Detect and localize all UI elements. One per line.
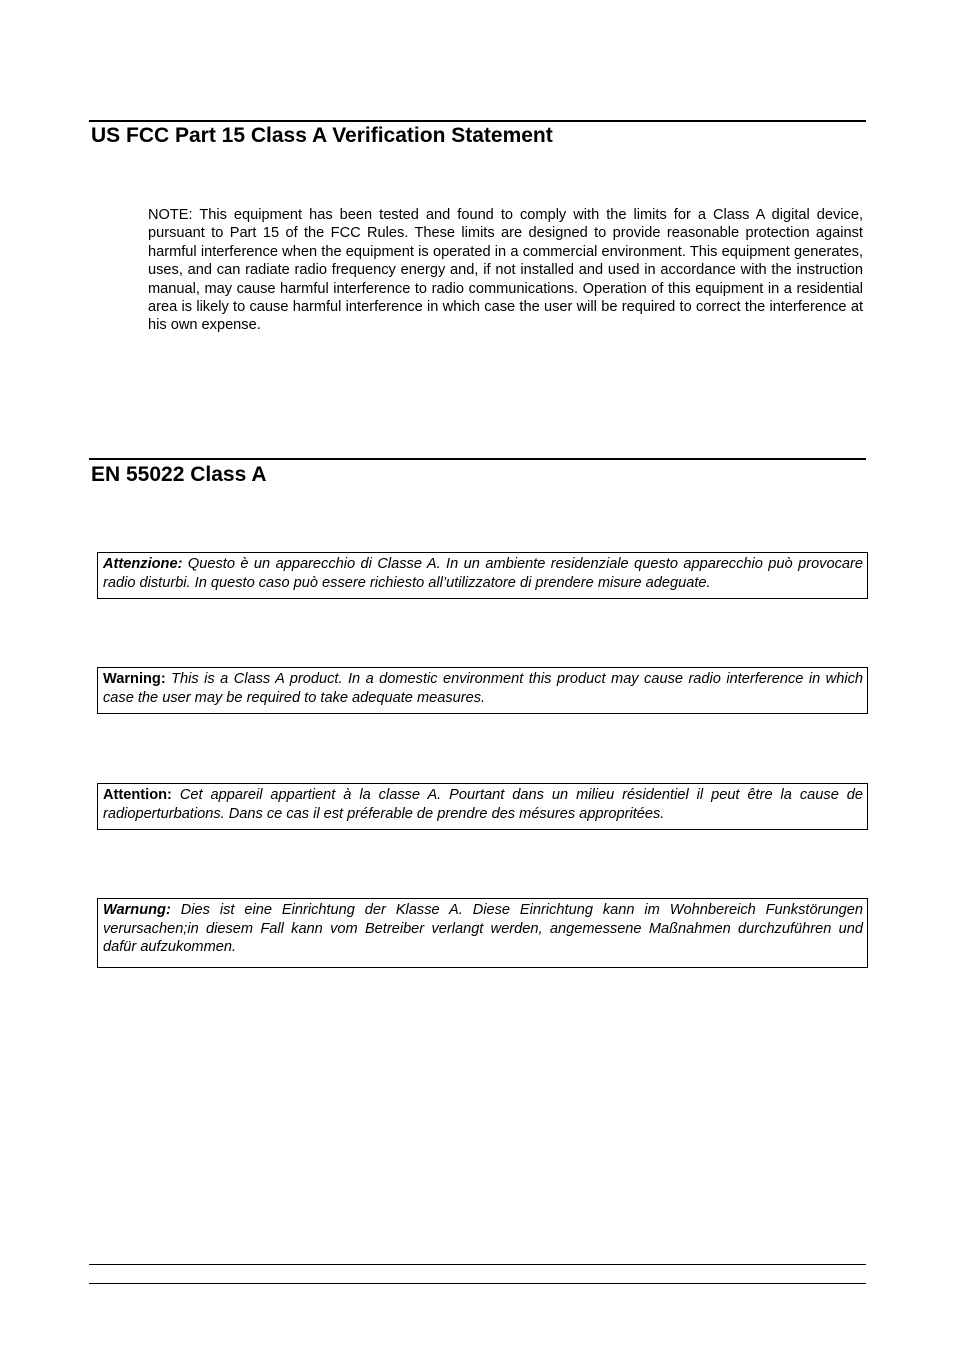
warning-text-english: This is a Class A product. In a domestic environment this product may cause radio interference in which case the user may be required to take adequate measures. [103,671,863,706]
fcc-section-rule [89,120,866,122]
warning-box-german [97,898,868,968]
warning-text-italian: Questo è un apparecchio di Classe A. In un ambiente residenziale questo apparecchio può provocare radio disturbi. In questo caso può essere richiesto all’utilizzatore di prendere misure adeguate. [103,556,863,591]
warning-lead-english: Warning: [103,671,166,687]
en-section-heading: EN 55022 Class A [91,463,267,486]
footer-rule-top [89,1264,866,1265]
fcc-section-heading: US FCC Part 15 Class A Verification Statement [91,124,553,147]
warning-box-english [97,667,868,714]
footer-rule-bottom [89,1283,866,1284]
warning-lead-french: Attention: [103,787,172,803]
en-section-rule [89,458,866,460]
warning-box-italian [97,552,868,599]
warning-box-french [97,783,868,830]
warning-lead-german: Warnung: [103,902,171,918]
fcc-note-paragraph: NOTE: This equipment has been tested and found to comply with the limits for a Class A digital device, pursuant to Part 15 of the FCC Rules. These limits are designed to provide reasonable protection against harmful interference when the equipment is operated in a commercial environment. This equipment generates, uses, and can radiate radio frequency energy and, if not installed and used in accordance with the instruction manual, may cause harmful interference to radio communications. Operation of this equipment in a residential area is likely to cause harmful interference in which case the user will be required to correct the interference at his own expense. [148,207,863,334]
warning-text-french: Cet appareil appartient à la classe A. Pourtant dans un milieu résidentiel il peut être la cause de radioperturbations. Dans ce cas il est préferable de prendre des mésures appropritées. [103,787,863,822]
warning-text-german: Dies ist eine Einrichtung der Klasse A. Diese Einrichtung kann im Wohnbereich Funkstörungen verursachen;in diesem Fall kann vom Betreiber verlangt werden, angemessene Maßnahmen durchzuführen und dafür aufzukommen. [103,902,863,956]
warning-lead-italian: Attenzione: [103,556,183,572]
